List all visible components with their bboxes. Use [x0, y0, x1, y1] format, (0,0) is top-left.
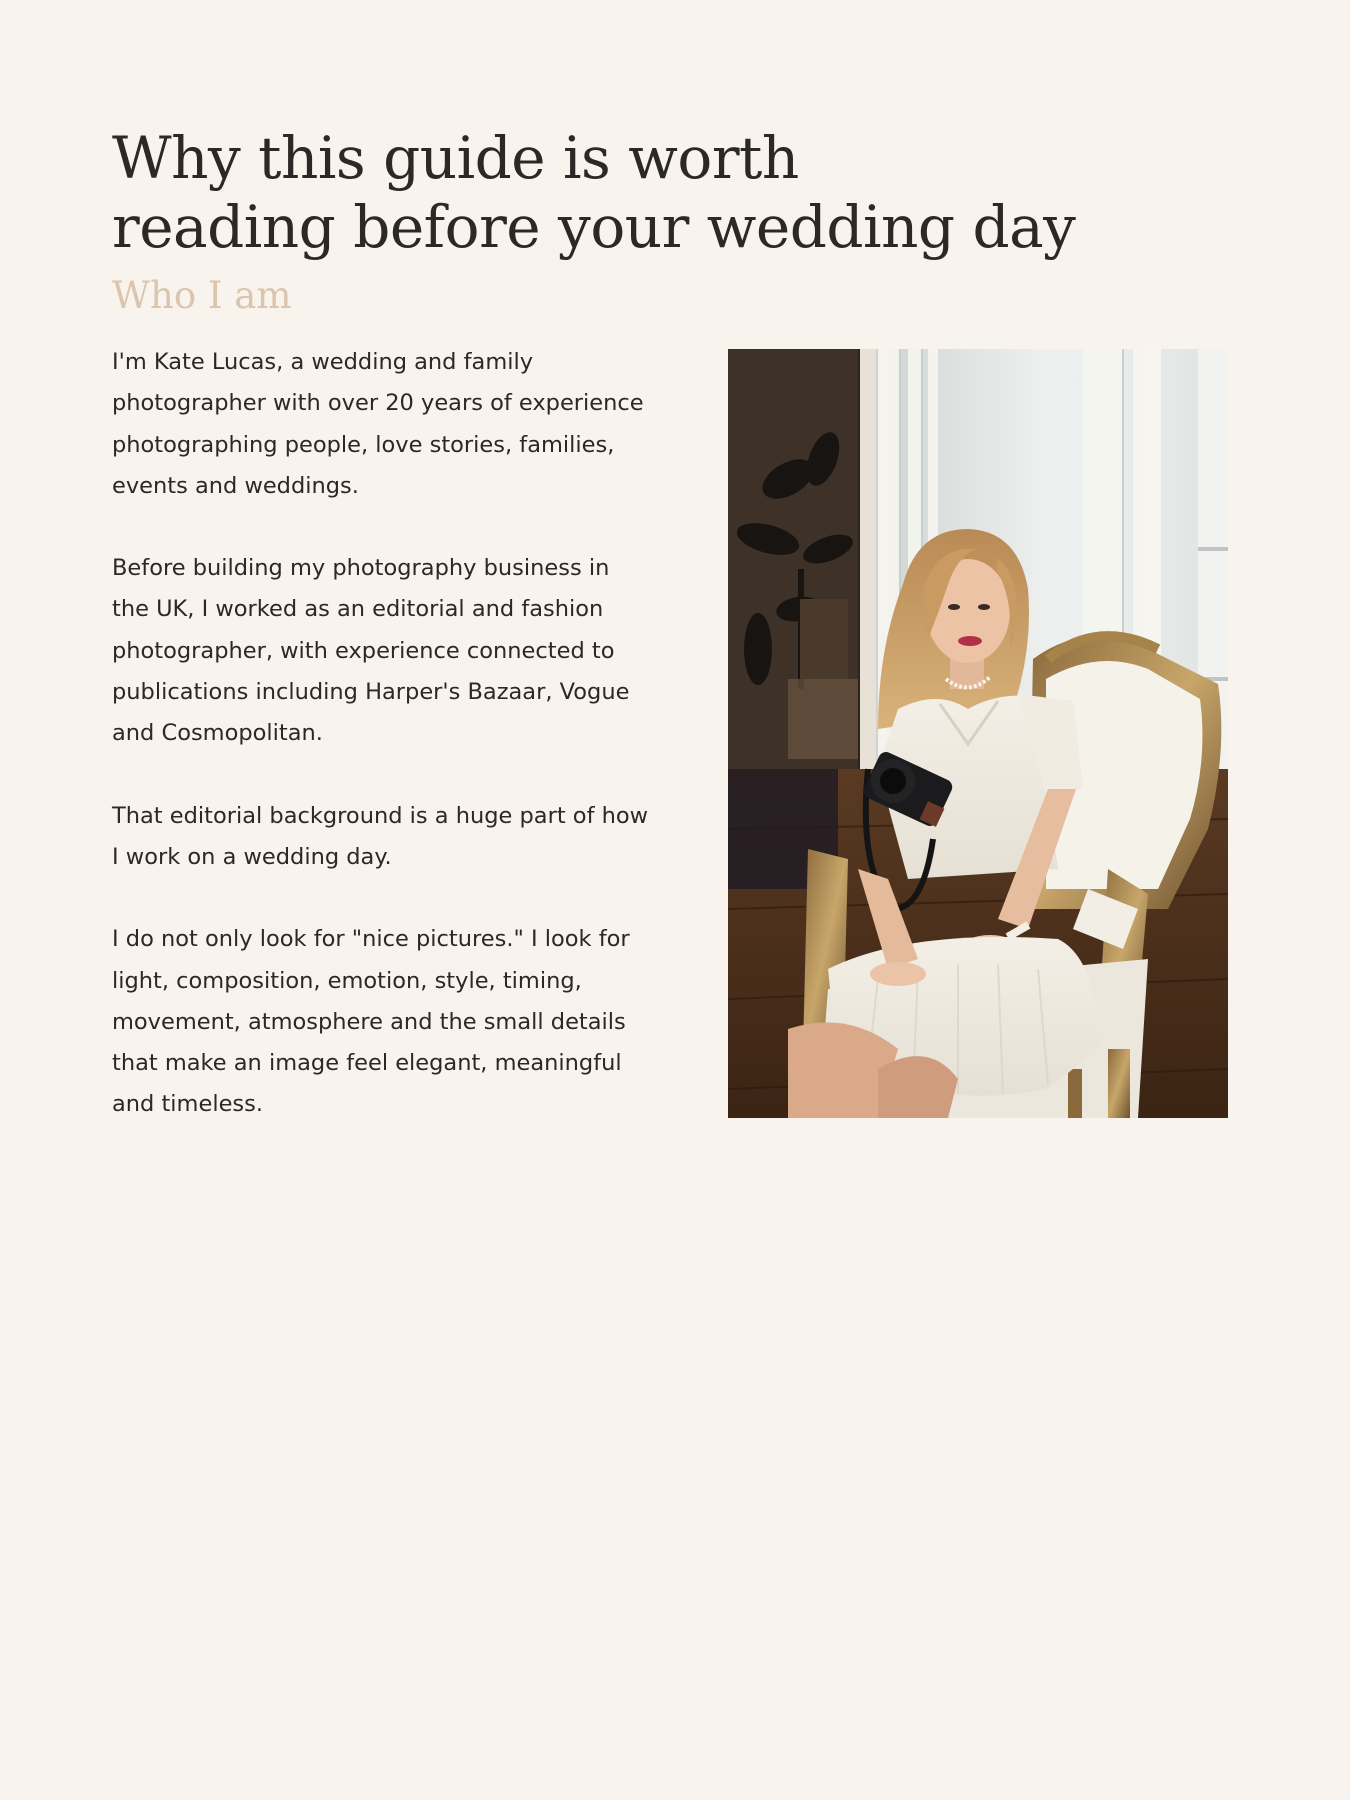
portrait-illustration	[728, 349, 1228, 1118]
portrait-photo	[728, 349, 1228, 1118]
bio-paragraph-2: Before building my photography business in the UK, I worked as an editorial and fashion photographer, with experience connected to publications including Harper's Bazaar, Vogue and Cosmopolitan.	[112, 555, 630, 747]
page-title-line-1: Why this guide is worth	[112, 124, 799, 192]
bio-paragraph-4: I do not only look for "nice pictures." I look for light, composition, emotion, style, timing, movement, atmosphere and the small details that make an image feel elegant, meaningful and timeless.	[112, 926, 630, 1118]
page-title-line-2: reading before your wedding day	[112, 193, 1076, 261]
section-subtitle: Who I am	[112, 274, 292, 317]
page-title	[112, 124, 1112, 262]
bio-text-block	[112, 342, 652, 1167]
bio-paragraph-3: That editorial background is a huge part of how I work on a wedding day.	[112, 802, 649, 870]
bio-paragraph-1: I'm Kate Lucas, a wedding and family photographer with over 20 years of experience photographing people, love stories, families, events and weddings.	[112, 349, 644, 499]
